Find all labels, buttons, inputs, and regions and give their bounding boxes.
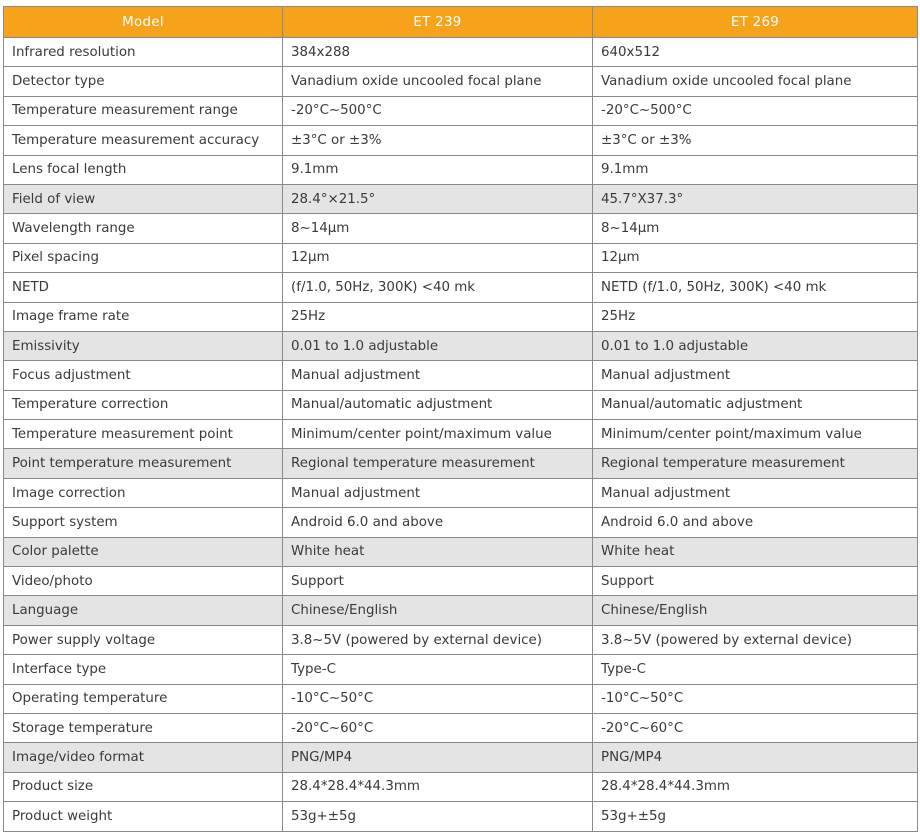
et269-value: 0.01 to 1.0 adjustable	[593, 331, 918, 360]
table-row	[4, 361, 918, 390]
table-row	[4, 184, 918, 213]
et239-value: PNG/MP4	[283, 743, 593, 772]
table-row	[4, 420, 918, 449]
et269-value: Chinese/English	[593, 596, 918, 625]
et239-value: -20°C~60°C	[283, 713, 593, 742]
et239-value: 8~14μm	[283, 214, 593, 243]
et239-value: 384x288	[283, 38, 593, 67]
spec-label: Video/photo	[4, 567, 283, 596]
table-row	[4, 390, 918, 419]
spec-label: Lens focal length	[4, 155, 283, 184]
header-model: Model	[4, 7, 283, 38]
table-row	[4, 625, 918, 654]
et269-value: 12μm	[593, 243, 918, 272]
table-row	[4, 713, 918, 742]
table-row	[4, 243, 918, 272]
et269-value: Vanadium oxide uncooled focal plane	[593, 67, 918, 96]
spec-label: Detector type	[4, 67, 283, 96]
et239-value: ±3°C or ±3%	[283, 126, 593, 155]
et239-value: Chinese/English	[283, 596, 593, 625]
spec-label: Point temperature measurement	[4, 449, 283, 478]
spec-label: Temperature correction	[4, 390, 283, 419]
et239-value: Support	[283, 567, 593, 596]
spec-label: Product size	[4, 772, 283, 801]
table-row	[4, 302, 918, 331]
et269-value: Manual adjustment	[593, 361, 918, 390]
table-row	[4, 655, 918, 684]
spec-label: Field of view	[4, 184, 283, 213]
et239-value: -20°C~500°C	[283, 96, 593, 125]
et239-value: Manual/automatic adjustment	[283, 390, 593, 419]
spec-label: Product weight	[4, 802, 283, 831]
et269-value: 640x512	[593, 38, 918, 67]
spec-label: Language	[4, 596, 283, 625]
table-row	[4, 772, 918, 801]
table-row	[4, 449, 918, 478]
et239-value: 28.4°×21.5°	[283, 184, 593, 213]
spec-label: Power supply voltage	[4, 625, 283, 654]
et269-value: Minimum/center point/maximum value	[593, 420, 918, 449]
spec-label: Interface type	[4, 655, 283, 684]
header-et239: ET 239	[283, 7, 593, 38]
et269-value: 45.7°X37.3°	[593, 184, 918, 213]
et269-value: PNG/MP4	[593, 743, 918, 772]
spec-table-body	[4, 38, 918, 832]
spec-label: Storage temperature	[4, 713, 283, 742]
spec-label: Operating temperature	[4, 684, 283, 713]
et269-value: 8~14μm	[593, 214, 918, 243]
et239-value: 3.8~5V (powered by external device)	[283, 625, 593, 654]
et239-value: (f/1.0, 50Hz, 300K) <40 mk	[283, 273, 593, 302]
table-row	[4, 273, 918, 302]
et269-value: 3.8~5V (powered by external device)	[593, 625, 918, 654]
et269-value: Manual adjustment	[593, 478, 918, 507]
spec-table	[3, 6, 918, 832]
et269-value: White heat	[593, 537, 918, 566]
spec-label: Emissivity	[4, 331, 283, 360]
et239-value: 28.4*28.4*44.3mm	[283, 772, 593, 801]
et269-value: Manual/automatic adjustment	[593, 390, 918, 419]
et269-value: 53g+±5g	[593, 802, 918, 831]
et269-value: -10°C~50°C	[593, 684, 918, 713]
table-row	[4, 96, 918, 125]
spec-label: Temperature measurement point	[4, 420, 283, 449]
spec-table-header	[4, 7, 918, 38]
table-row	[4, 537, 918, 566]
table-row	[4, 684, 918, 713]
et239-value: Vanadium oxide uncooled focal plane	[283, 67, 593, 96]
et269-value: Support	[593, 567, 918, 596]
et239-value: 12μm	[283, 243, 593, 272]
spec-label: Wavelength range	[4, 214, 283, 243]
table-row	[4, 331, 918, 360]
table-row	[4, 508, 918, 537]
et239-value: Type-C	[283, 655, 593, 684]
et269-value: -20°C~60°C	[593, 713, 918, 742]
et239-value: -10°C~50°C	[283, 684, 593, 713]
et239-value: Android 6.0 and above	[283, 508, 593, 537]
et239-value: 9.1mm	[283, 155, 593, 184]
table-row	[4, 67, 918, 96]
spec-label: Temperature measurement range	[4, 96, 283, 125]
spec-label: Infrared resolution	[4, 38, 283, 67]
et239-value: Regional temperature measurement	[283, 449, 593, 478]
table-row	[4, 38, 918, 67]
spec-label: NETD	[4, 273, 283, 302]
et239-value: 25Hz	[283, 302, 593, 331]
et269-value: Regional temperature measurement	[593, 449, 918, 478]
et269-value: -20°C~500°C	[593, 96, 918, 125]
et239-value: White heat	[283, 537, 593, 566]
spec-label: Support system	[4, 508, 283, 537]
table-row	[4, 155, 918, 184]
spec-label: Image/video format	[4, 743, 283, 772]
et239-value: 53g+±5g	[283, 802, 593, 831]
spec-label: Color palette	[4, 537, 283, 566]
et239-value: Manual adjustment	[283, 478, 593, 507]
header-row	[4, 7, 918, 38]
spec-label: Image correction	[4, 478, 283, 507]
spec-label: Focus adjustment	[4, 361, 283, 390]
table-row	[4, 743, 918, 772]
et269-value: ±3°C or ±3%	[593, 126, 918, 155]
et239-value: Manual adjustment	[283, 361, 593, 390]
et239-value: 0.01 to 1.0 adjustable	[283, 331, 593, 360]
spec-label: Pixel spacing	[4, 243, 283, 272]
et269-value: 25Hz	[593, 302, 918, 331]
table-row	[4, 214, 918, 243]
table-row	[4, 802, 918, 831]
spec-label: Image frame rate	[4, 302, 283, 331]
et269-value: 9.1mm	[593, 155, 918, 184]
header-et269: ET 269	[593, 7, 918, 38]
et269-value: Android 6.0 and above	[593, 508, 918, 537]
spec-label: Temperature measurement accuracy	[4, 126, 283, 155]
table-row	[4, 478, 918, 507]
et269-value: Type-C	[593, 655, 918, 684]
table-row	[4, 126, 918, 155]
table-row	[4, 567, 918, 596]
et239-value: Minimum/center point/maximum value	[283, 420, 593, 449]
et269-value: 28.4*28.4*44.3mm	[593, 772, 918, 801]
et269-value: NETD (f/1.0, 50Hz, 300K) <40 mk	[593, 273, 918, 302]
table-row	[4, 596, 918, 625]
